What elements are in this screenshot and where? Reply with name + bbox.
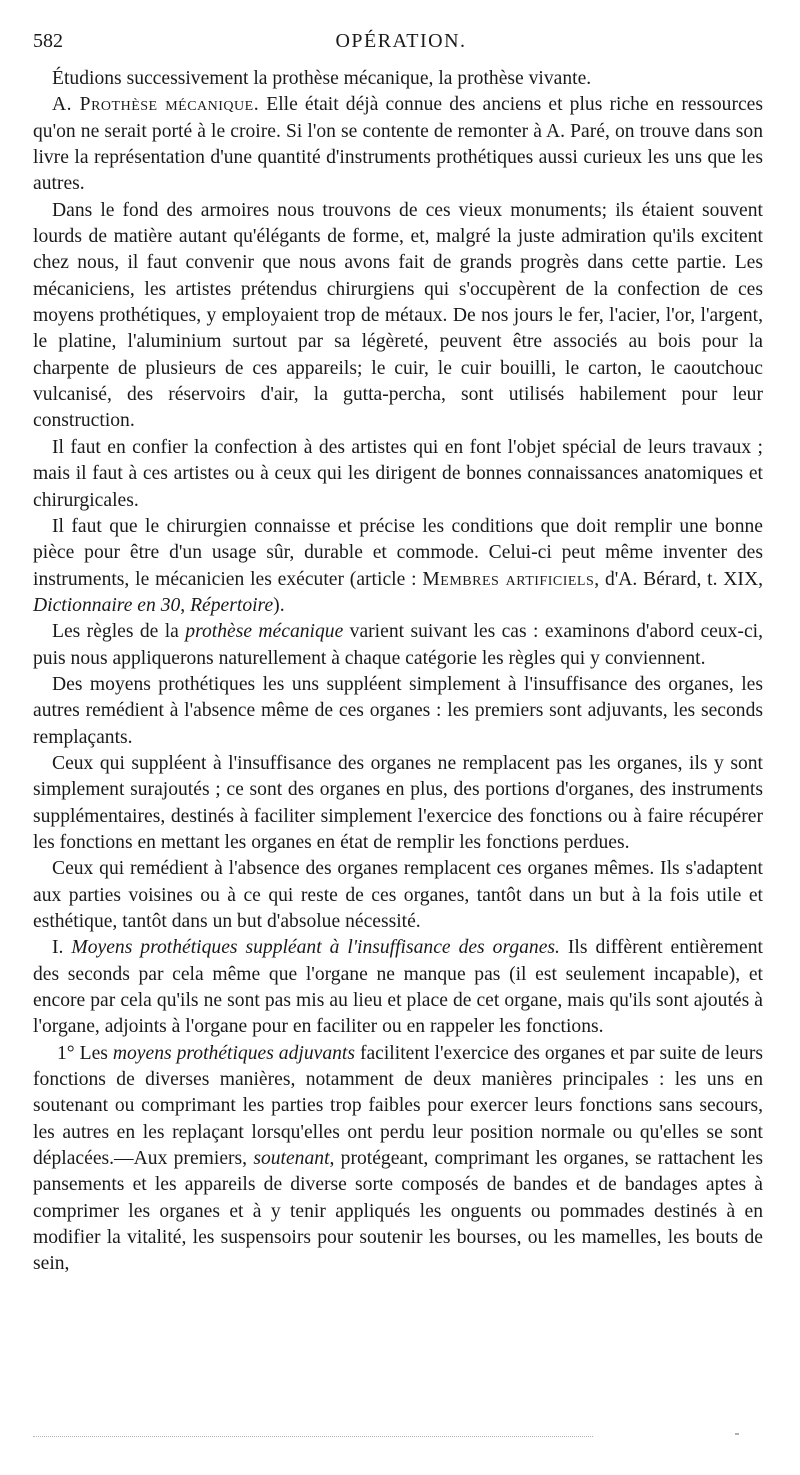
paragraph: Dans le fond des armoires nous trouvons de ces vieux monuments; ils étaient souvent lourds de matière autant qu'élégants de forme, et, malgré la juste admiration qu'ils excitent chez nous, il faut convenir que nous avons fait de grands progrès dans cette partie. Les mécaniciens, les artistes prétendus chirurgiens qui s'occupèrent de la confection de ces moyens prothétiques, y employaient trop de métaux. De nos jours le fer, l'acier, l'or, l'argent, le platine, l'aluminium surtout par sa légèreté, peuvent être associés au bois pour la charpente de plusieurs de ces appareils; le cuir, le cuir bouilli, le carton, le caoutchouc vulcanisé, des réservoirs d'air, la gutta-percha, sont utilisés habilement pour leur construction. [33, 199, 763, 432]
page-bottom-mark [735, 1433, 739, 1435]
reference-title: Répertoire [190, 594, 274, 616]
page-number: 582 [33, 30, 63, 52]
paragraph: Il faut que le chirurgien connaisse et précise les conditions que doit remplir une bonne pièce pour être d'un usage sûr, durable et commode. Celui-ci peut même inventer des instruments, le mécanicien les exécuter (article : Membres artificiels, d'A. Bérard, t. XIX, Dictionnaire en 30, Répertoire). [33, 515, 764, 616]
paragraph: A. Prothèse mécanique. Elle était déjà connue des anciens et plus riche en ressources qu'on ne serait porté à le croire. Si l'on se contente de remonter à A. Paré, on trouve dans son livre la représentation d'une quantité d'instruments prothétiques aussi curieux les uns que les autres. [33, 94, 763, 195]
page-bottom-rule [33, 1436, 593, 1437]
paragraph: I. Moyens prothétiques suppléant à l'insuffisance des organes. Ils diffèrent entièrement des seconds par cela même que l'organe ne manque pas (il est seulement incapable), et encore par cela qu'ils ne sont pas mis au lieu et place de cet organe, mais qu'ils sont ajoutés à l'organe, adjoints à l'organe pour en faciliter ou en rappeler les fonctions. [33, 937, 763, 1038]
article-reference: Membres artificiels [422, 568, 595, 590]
body-text [33, 66, 763, 1278]
paragraph: Ceux qui suppléent à l'insuffisance des organes ne remplacent pas les organes, ils y sont simplement surajoutés ; ce sont des organes en plus, des portions d'organes, des instruments supplémentaires, destinés à faciliter simplement l'exercice des fonctions ou à faire récupérer les fonctions en mettant les organes en état de remplir les fonctions perdues. [33, 752, 763, 853]
paragraph: Ceux qui remédient à l'absence des organes remplacent ces organes mêmes. Ils s'adaptent aux parties voisines ou à ce qui reste de ces organes, tantôt dans un but à la fois utile et esthétique, tantôt dans un but d'absolue nécessité. [33, 858, 763, 932]
paragraph: Des moyens prothétiques les uns suppléent simplement à l'insuffisance des organes, les autres remédient à l'absence même de ces organes : les premiers sont adjuvants, les seconds remplaçants. [33, 673, 763, 748]
reference-title: Dictionnaire en 30 [33, 594, 181, 616]
section-heading: A. Prothèse mécanique. [52, 94, 260, 116]
paragraph: Étudions successivement la prothèse mécanique, la prothèse vivante. [52, 68, 592, 89]
running-head [33, 30, 769, 58]
paragraph: Les règles de la prothèse mécanique varient suivant les cas : examinons d'abord ceux-ci, puis nous appliquerons naturellement à chaque catégorie les règles qui y conviennent. [33, 621, 763, 669]
subsection-heading: Moyens prothétiques suppléant à l'insuffisance des organes. [71, 937, 560, 959]
emphasis: moyens prothétiques adjuvants [112, 1042, 355, 1064]
emphasis: soutenant [253, 1148, 330, 1170]
emphasis: prothèse mécanique [185, 621, 344, 643]
paragraph: 1° Les moyens prothétiques adjuvants facilitent l'exercice des organes et par suite de leurs fonctions de diverses manières, notamment de deux manières principales : les uns en soutenant ou comprimant les parties trop faibles pour exercer leurs fonctions sans secours, les autres en les replaçant lorsqu'elles ont perdu leur position normale ou qu'elles se sont déplacées.—Aux premiers, soutenant, protégeant, comprimant les organes, se rattachent les pansements et les appareils de diverse sorte composés de bandes et de bandages aptes à comprimer les organes et à y tenir appliqués les onguents ou pommades destinés à en modifier la vitalité, les suspensoirs pour soutenir les bourses, ou les mamelles, les bouts de sein, [33, 1042, 763, 1275]
paragraph: Il faut en confier la confection à des artistes qui en font l'objet spécial de leurs travaux ; mais il faut à ces artistes ou à ceux qui les dirigent de bonnes connaissances anatomiques et chirurgicales. [33, 436, 763, 511]
running-title: OPÉRATION. [335, 30, 467, 52]
